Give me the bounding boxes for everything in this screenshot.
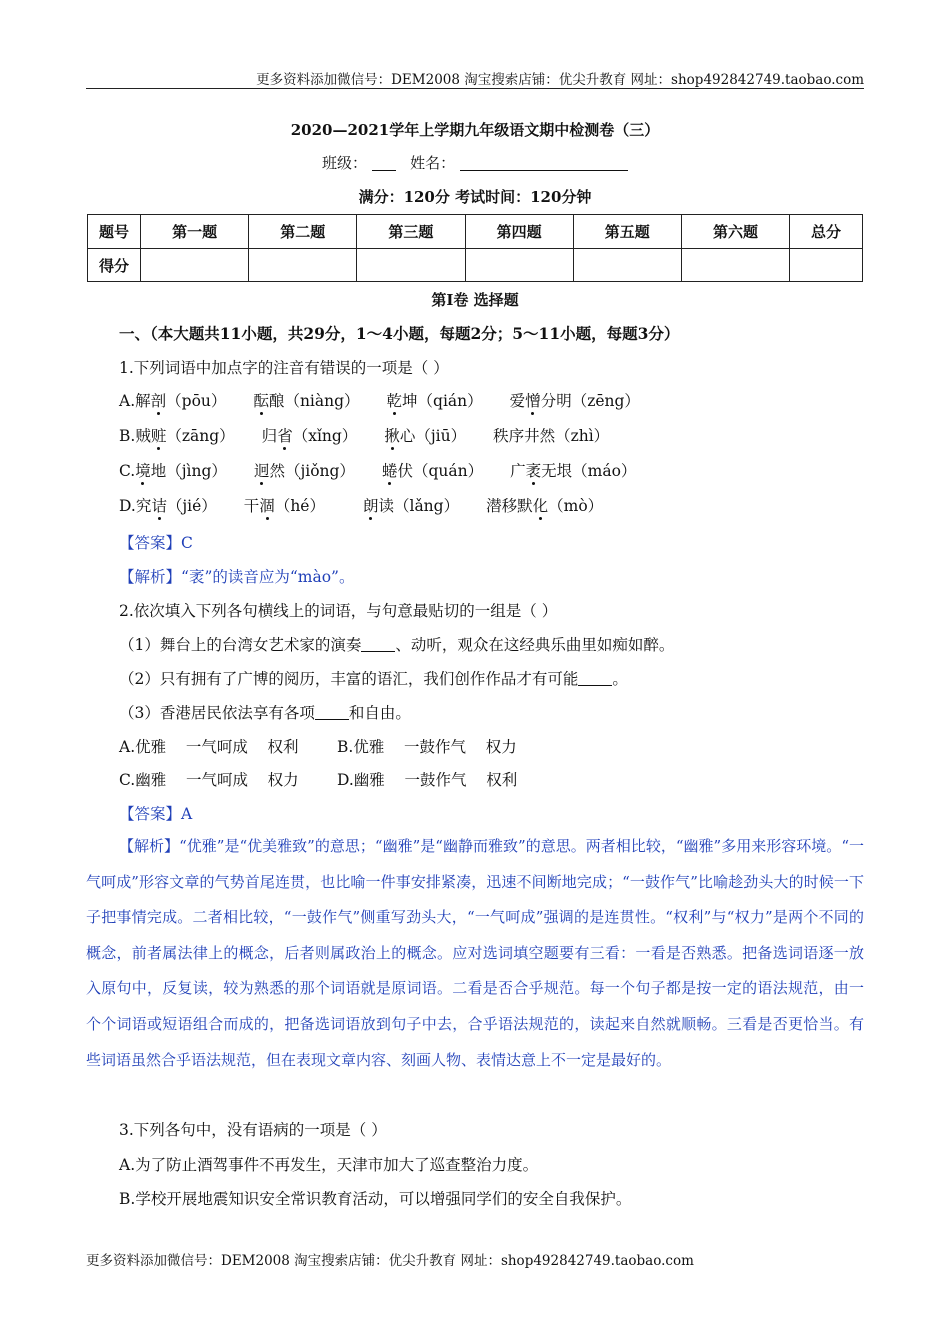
fill-blank (578, 671, 612, 686)
score-table (87, 214, 863, 282)
part1-heading: 一、（本大题共11小题，共29分，1～4小题，每题2分；5～11小题，每题3分） (119, 324, 680, 343)
q2-option-a: A.优雅 一气呵成 权利 (119, 738, 299, 756)
class-label: 班级： (322, 154, 368, 172)
table-cell: 题号 (88, 215, 141, 249)
q1-option-b: B.贼赃（zāng） 归省（xǐng） 揪心（jiū） 秩序井然（zhì） (119, 427, 610, 445)
page-footer: 更多资料添加微信号：DEM2008 淘宝搜索店铺：优尖升教育 网址：shop492842749.taobao.com (86, 1253, 694, 1269)
q2-explanation (86, 829, 864, 1078)
answer-value: C (181, 534, 193, 552)
score-cell[interactable] (681, 249, 789, 282)
q2-option-c: C.幽雅 一气呵成 权力 (119, 771, 299, 789)
table-score-row (88, 249, 863, 282)
table-cell: 总分 (790, 215, 863, 249)
section-title: 第Ⅰ卷 选择题 (431, 291, 519, 309)
q1-option-a: A.解剖（pōu） 酝酿（niàng） 乾坤（qián） 爱憎分明（zēng） (119, 392, 640, 410)
explain-text: “优雅”是“优美雅致”的意思；“幽雅”是“幽静而雅致”的意思。两者相比较，“幽雅”多用来形容环境。“一气呵成”形容文章的气势首尾连贯，也比喻一件事安排紧凑，迅速不间断地完成；“一鼓作气”比喻趁劲头大的时候一下子把事情完成。二者相比较，“一鼓作气”侧重写劲头大，“一气呵成”强调的是连贯性。“权利”与“权力”是两个不同的概念，前者属法律上的概念，后者则属政治上的概念。应对选词填空题要有三看：一看是否熟悉。把备选词语逐一放入原句中，反复读，较为熟悉的那个词语就是原词语。二看是否合乎规范。每一个句子都是按一定的语法规范，由一个个词语或短语组合而成的，把备选词语放到句子中去，合乎语法规范的，读起来自然就顺畅。三看是否更恰当。有些词语虽然合乎语法规范，但在表现文章内容、刻画人物、表情达意上不一定是最好的。 (86, 837, 864, 1069)
q3-option-a: A.为了防止酒驾事件不再发生，天津市加大了巡查整治力度。 (119, 1156, 539, 1174)
answer-label: 【答案】 (119, 805, 182, 823)
q1-stem: 1.下列词语中加点字的注音有错误的一项是（ ） (119, 359, 449, 377)
q2-sentence-1: （1）舞台上的台湾女艺术家的演奏 、动听，观众在这经典乐曲里如痴如醉。 (119, 636, 675, 654)
score-cell[interactable] (465, 249, 573, 282)
answer-value: A (181, 805, 193, 823)
table-cell: 第六题 (681, 215, 789, 249)
explain-label: 【解析】 (119, 837, 180, 855)
score-cell[interactable] (573, 249, 681, 282)
page-header: 更多资料添加微信号：DEM2008 淘宝搜索店铺：优尖升教育 网址：shop492842749.taobao.com (256, 72, 864, 88)
q1-answer (119, 531, 193, 553)
q2-stem: 2.依次填入下列各句横线上的词语，与句意最贴切的一组是（ ） (119, 602, 558, 620)
name-label: 姓名： (410, 154, 456, 172)
class-blank (372, 154, 396, 171)
name-blank (460, 154, 628, 171)
score-cell[interactable] (141, 249, 249, 282)
q2-options-cd (119, 768, 517, 790)
explain-label: 【解析】 (119, 568, 182, 586)
q2-sentence-2: （2）只有拥有了广博的阅历，丰富的语汇，我们创作作品才有可能 。 (119, 670, 628, 688)
answer-label: 【答案】 (119, 534, 182, 552)
header-divider (86, 88, 864, 89)
page-title: 2020—2021学年上学期九年级语文期中检测卷（三） (290, 121, 660, 139)
table-cell: 第五题 (573, 215, 681, 249)
fill-blank (315, 705, 349, 720)
q1-option-c: C.境地（jìng） 迥然（jiǒng） 蜷伏（quán） 广袤无垠（máo） (119, 462, 637, 480)
table-cell: 第四题 (465, 215, 573, 249)
table-cell: 第一题 (141, 215, 249, 249)
q2-sentence-3: （3）香港居民依法享有各项 和自由。 (119, 704, 411, 722)
fill-blank (361, 637, 395, 652)
q3-stem: 3.下列各句中，没有语病的一项是（ ） (119, 1121, 387, 1139)
table-cell: 得分 (88, 249, 141, 282)
score-info: 满分：120分 考试时间：120分钟 (358, 188, 592, 206)
q1-option-d: D.究诘（jié） 干涸（hé） 朗读（lǎng） 潜移默化（mò） (119, 497, 604, 515)
table-cell: 第二题 (249, 215, 357, 249)
q3-option-b: B.学校开展地震知识安全常识教育活动，可以增强同学们的安全自我保护。 (119, 1190, 632, 1208)
score-cell[interactable] (790, 249, 863, 282)
q2-option-d: D.幽雅 一鼓作气 权利 (337, 771, 518, 789)
q2-options-ab (119, 735, 517, 757)
score-cell[interactable] (249, 249, 357, 282)
table-header-row (88, 215, 863, 249)
q1-explanation (119, 565, 354, 587)
score-cell[interactable] (357, 249, 465, 282)
q2-option-b: B.优雅 一鼓作气 权力 (337, 738, 517, 756)
q2-answer (119, 802, 192, 824)
name-row (0, 152, 950, 173)
table-cell: 第三题 (357, 215, 465, 249)
explain-text: “袤”的读音应为“mào”。 (181, 568, 355, 586)
